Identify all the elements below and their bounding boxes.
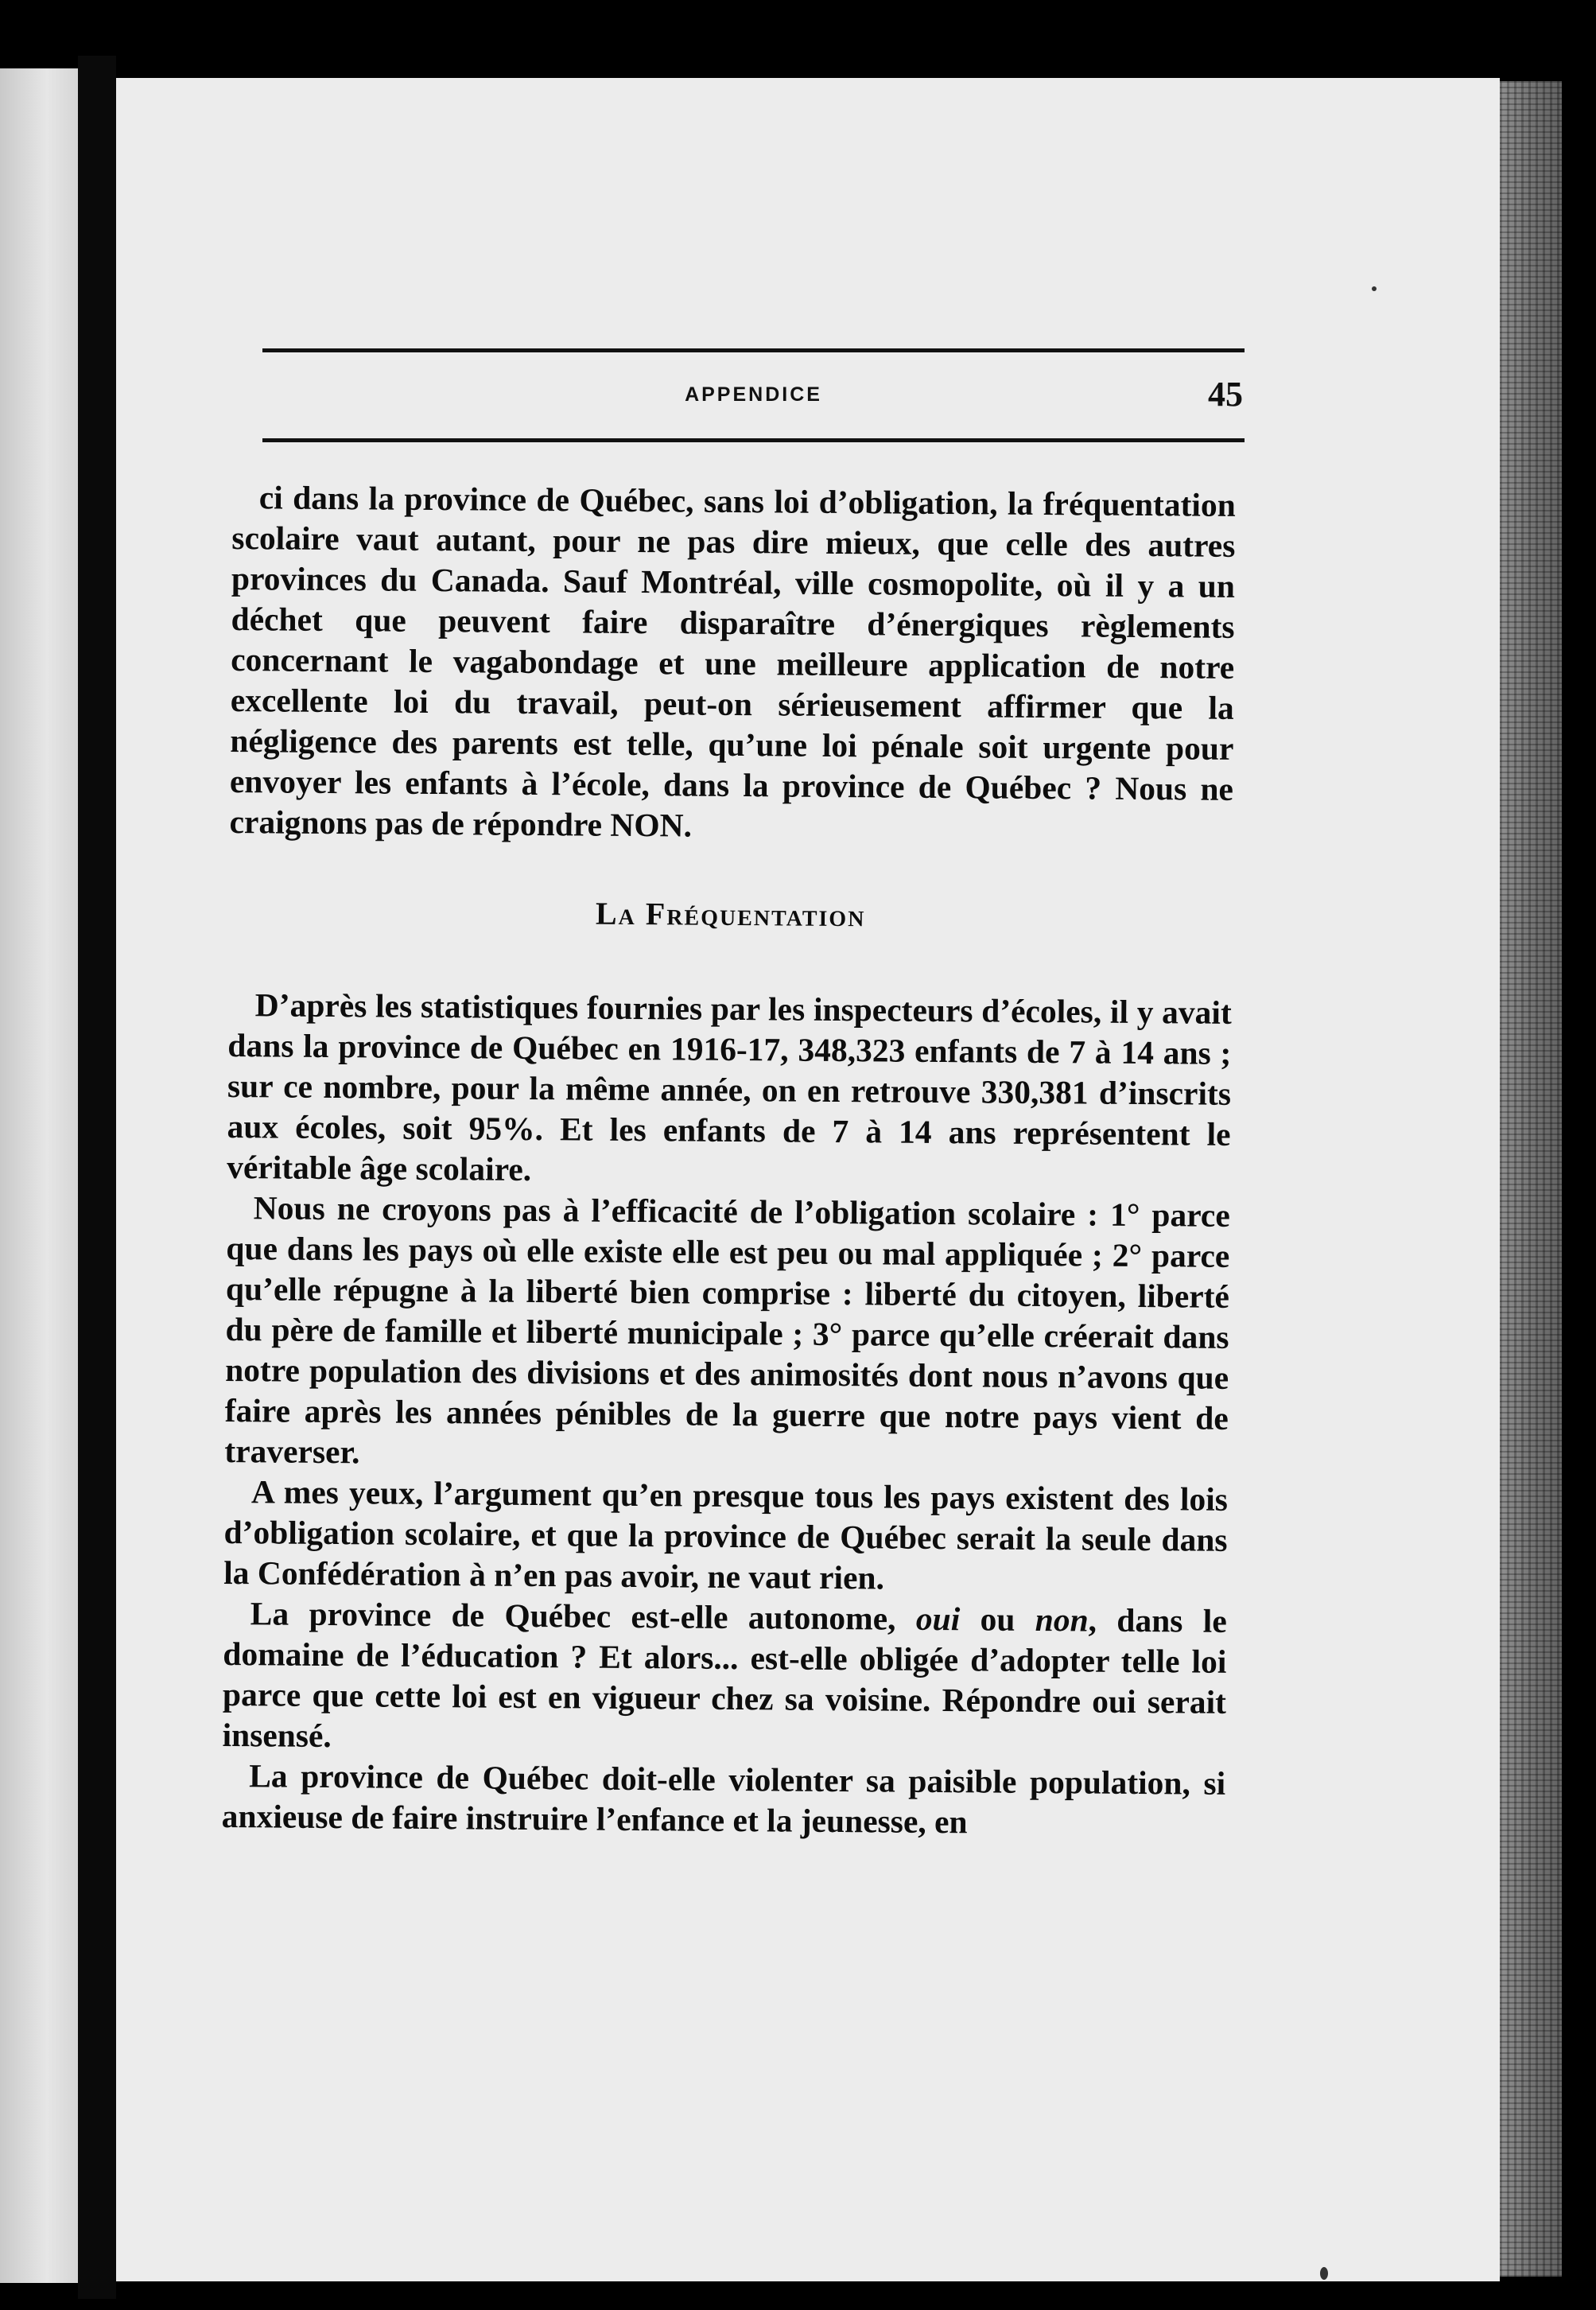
page-edge-stack — [1500, 81, 1562, 2277]
header-rule-bottom — [262, 438, 1245, 442]
paragraph-text: ou — [960, 1600, 1035, 1638]
page-number: 45 — [1208, 375, 1243, 414]
paragraph: ci dans la province de Québec, sans loi d’obligation, la fréquentation scolaire vaut autant, pour ne pas dire mieux, que celle des autres provinces du Canada. Sauf Montréal, ville cosmopolite, où il y a un déchet que peuvent faire disparaître d’énergiques règlements concernant le vagabondage et une meilleure application de notre excellente loi du travail, peut-on sérieusement affirmer que la négligence des parents est telle, qu’une loi pénale soit urgente pour envoyer les enfants à l’école, dans la province de Québec ? Nous ne craignons pas de répondre NON. — [229, 479, 1236, 844]
paragraph: La province de Québec doit-elle violenter sa paisible population, si anxieuse de faire instruire l’enfance et la jeunesse, en — [221, 1757, 1226, 1841]
paragraph: Nous ne croyons pas à l’efficacité de l’obligation scolaire : 1° parce que dans les pays où elle existe elle est peu ou mal appliquée ; 2° parce qu’elle répugne à la liberté bien comprise : liberté du citoyen, liberté du père de famille et liberté municipale ; 3° parce qu’elle créerait dans notre population des divisions et des animosités dont nous n’avons que faire après les années pénibles de la guerre que notre pays vient de traverser. — [224, 1189, 1230, 1471]
running-title: APPENDICE — [685, 383, 822, 406]
paragraph: D’après les statistiques fournies par les inspecteurs d’écoles, il y avait dans la province de Québec en 1916-17, 348,323 enfants de 7 à 14 ans ; sur ce nombre, pour la même année, on en retrouve 330,381 d’inscrits aux écoles, soit 95%. Et les enfants de 7 à 14 ans représentent le véritable âge scolaire. — [227, 986, 1232, 1188]
paragraph-text: , dans le domaine de l’éducation ? Et alors... est-elle obligée d’adopter telle loi parce que cette loi est en vigueur chez sa voisine. Répondre oui serait insensé. — [222, 1601, 1227, 1755]
emphasis-non: non — [1035, 1600, 1089, 1639]
paragraph — [222, 1593, 1227, 1764]
paragraph: A mes yeux, l’argument qu’en presque tous les pays existent des lois d’obligation scolaire, et que la province de Québec serait la seule dans la Confédération à n’en pas avoir, ne vaut rien. — [223, 1473, 1229, 1596]
book-gutter — [78, 56, 116, 2299]
emphasis-oui: oui — [915, 1600, 961, 1638]
print-speck — [1372, 286, 1377, 291]
facing-page-edge — [0, 68, 78, 2283]
section-heading: La Fréquentation — [595, 895, 866, 934]
paragraph-text: La province de Québec est-elle autonome, — [250, 1595, 917, 1637]
print-speck — [1320, 2267, 1328, 2280]
body-text — [222, 477, 1236, 1845]
header-rule-top — [262, 348, 1245, 352]
running-head — [262, 375, 1245, 428]
